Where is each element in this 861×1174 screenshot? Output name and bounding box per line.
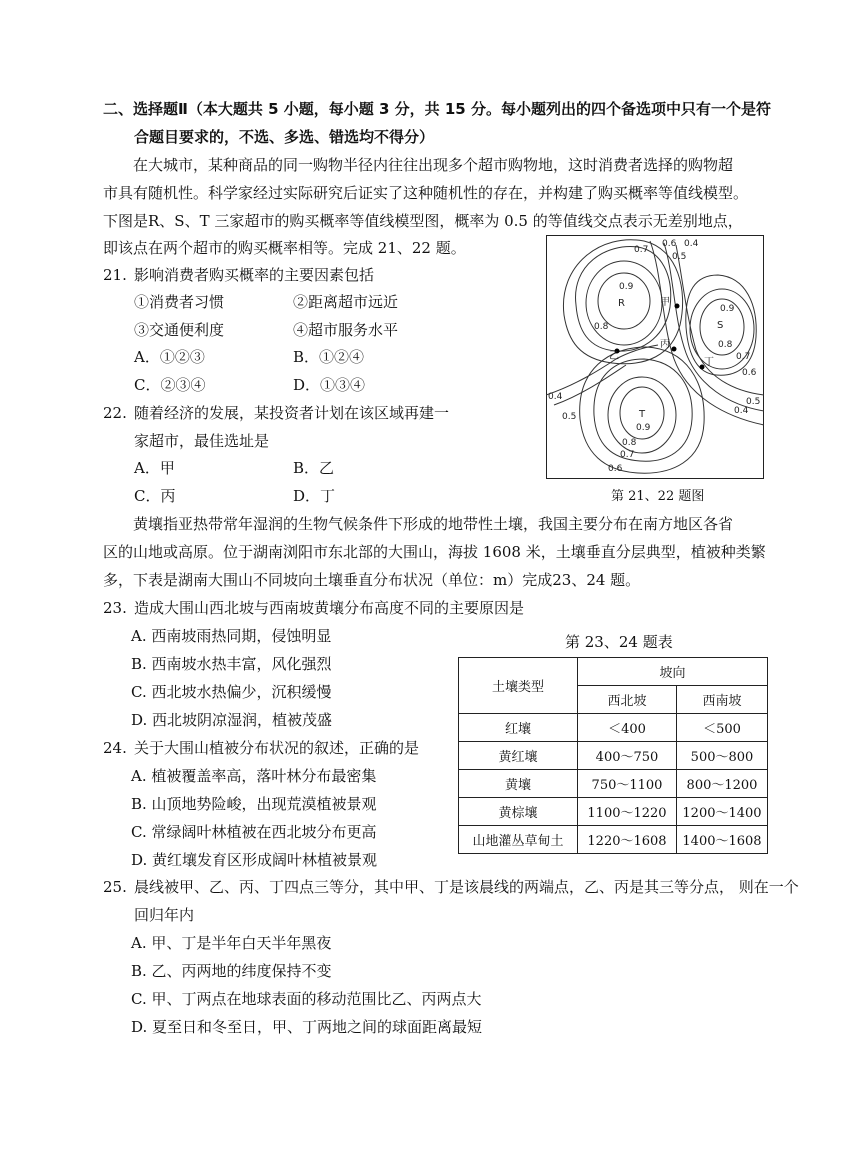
table-cell-type: 黄红壤 [459, 742, 578, 770]
table-cell-type: 红壤 [459, 714, 578, 742]
q22-option-d: D．丁 [293, 487, 336, 505]
probability-contour-map [546, 235, 764, 479]
table-header-northwest: 西北坡 [578, 686, 677, 714]
section-header-line2: 合题目要求的，不选、多选、错选均不得分） [134, 128, 435, 146]
q25-option-a: A. 甲、丁是半年白天半年黑夜 [131, 934, 332, 952]
contour-label-04: 0.4 [684, 239, 699, 249]
q24-option-a: A. 植被覆盖率高，落叶林分布最密集 [131, 767, 377, 785]
contour-label-s-09: 0.9 [720, 304, 735, 314]
q22-option-c: C．丙 [134, 487, 176, 505]
q25-option-d: D. 夏至日和冬至日，甲、丁两地之间的球面距离最短 [131, 1018, 483, 1036]
intro1-line4: 即该点在两个超市的购买概率相等。完成 21、22 题。 [103, 239, 466, 257]
contour-label-s-08: 0.8 [718, 340, 733, 350]
q21-item-4: ④超市服务水平 [293, 321, 399, 339]
table-row [459, 742, 768, 770]
intro2-line2: 区的山地或高原。位于湖南浏阳市东北部的大围山，海拔 1608 米，土壤垂直分层典型，植被种类繁 [103, 543, 766, 561]
figure-caption: 第 21、22 题图 [611, 489, 705, 504]
contour-label-s-07: 0.7 [736, 352, 751, 362]
table-header-soil-type: 土壤类型 [459, 658, 578, 714]
contour-label-t-06: 0.6 [608, 464, 623, 474]
contour-label-t-07: 0.7 [620, 450, 635, 460]
intro1-line1: 在大城市，某种商品的同一购物半径内往往出现多个超市购物地，这时消费者选择的购物超 [133, 156, 734, 174]
q23-option-d: D. 西北坡阴凉湿润，植被茂盛 [131, 711, 333, 729]
store-r-label: R [618, 298, 625, 309]
table-row [459, 798, 768, 826]
table-cell-sw: 1200～1400 [677, 798, 768, 826]
q25-number: 25. [103, 878, 127, 896]
table-cell-nw: 1100～1220 [578, 798, 677, 826]
contour-label-07: 0.7 [634, 245, 649, 255]
point-bing-label: 丙 [660, 339, 670, 350]
contour-label-s-05: 0.5 [746, 397, 761, 407]
contour-label-s-04: 0.4 [734, 406, 749, 416]
q21-item-1: ①消费者习惯 [134, 293, 225, 311]
q22-number: 22. [103, 404, 127, 422]
store-s-label: S [717, 320, 724, 331]
intro2-line1: 黄壤指亚热带常年湿润的生物气候条件下形成的地带性土壤，我国主要分布在南方地区各省 [133, 515, 734, 533]
table-header-aspect: 坡向 [578, 658, 768, 686]
q25-option-b: B. 乙、丙两地的纬度保持不变 [131, 962, 332, 980]
q22-option-a: A．甲 [134, 459, 175, 477]
table-cell-nw: ＜400 [578, 714, 677, 742]
q21-stem: 影响消费者购买概率的主要因素包括 [134, 266, 375, 284]
q21-item-2: ②距离超市远近 [293, 293, 399, 311]
q21-option-c: C．②③④ [134, 376, 206, 394]
contour-label-06: 0.6 [662, 239, 677, 249]
table-cell-nw: 750～1100 [578, 770, 677, 798]
contour-label-left-04: 0.4 [548, 392, 563, 402]
table-header-southwest: 西南坡 [677, 686, 768, 714]
table-cell-type: 黄棕壤 [459, 798, 578, 826]
q24-option-b: B. 山顶地势险峻，出现荒漠植被景观 [131, 795, 377, 813]
table-cell-nw: 1220～1608 [578, 826, 677, 854]
contour-label-r-08: 0.8 [594, 322, 609, 332]
q23-option-a: A. 西南坡雨热同期，侵蚀明显 [131, 627, 332, 645]
intro1-line2: 市具有随机性。科学家经过实际研究后证实了这种随机性的存在，并构建了购买概率等值线模型。 [103, 184, 749, 202]
q22-stem-line2: 家超市，最佳选址是 [134, 432, 270, 450]
q22-option-b: B．乙 [293, 459, 335, 477]
q22-stem-line1: 随着经济的发展，某投资者计划在该区域再建一 [134, 404, 450, 422]
q24-number: 24. [103, 739, 127, 757]
soil-distribution-table [458, 657, 768, 854]
point-yi-label: 乙 [609, 351, 619, 362]
point-jia-marker [675, 304, 680, 309]
table-cell-sw: ＜500 [677, 714, 768, 742]
contour-label-05: 0.5 [672, 252, 687, 262]
table-cell-sw: 800～1200 [677, 770, 768, 798]
contour-label-t-09: 0.9 [636, 423, 651, 433]
q24-option-d: D. 黄红壤发育区形成阔叶林植被景观 [131, 851, 378, 869]
point-bing-marker [672, 347, 677, 352]
q21-number: 21. [103, 266, 127, 284]
q23-stem: 造成大围山西北坡与西南坡黄壤分布高度不同的主要原因是 [134, 599, 525, 617]
q23-option-b: B. 西南坡水热丰富，风化强烈 [131, 655, 332, 673]
point-jia-label: 甲 [660, 297, 670, 308]
table-row [459, 770, 768, 798]
q21-option-d: D．①③④ [293, 376, 366, 394]
q23-number: 23. [103, 599, 127, 617]
q25-stem-line1: 晨线被甲、乙、丙、丁四点三等分，其中甲、丁是该晨线的两端点，乙、丙是其三等分点， 则在一个 [134, 878, 799, 896]
intro2-line3: 多，下表是湖南大围山不同坡向土壤垂直分布状况（单位：m）完成23、24 题。 [103, 571, 641, 589]
table-cell-type: 黄壤 [459, 770, 578, 798]
section-header-line1: 二、选择题Ⅱ（本大题共 5 小题，每小题 3 分，共 15 分。每小题列出的四个备选项中只有一个是符 [103, 100, 771, 118]
table-cell-nw: 400～750 [578, 742, 677, 770]
table-row [459, 714, 768, 742]
table-cell-sw: 500～800 [677, 742, 768, 770]
point-ding-label: 丁 [704, 357, 714, 368]
table-row [459, 826, 768, 854]
contour-label-t-08: 0.8 [622, 438, 637, 448]
q21-option-b: B．①②④ [293, 348, 365, 366]
contour-label-left-05: 0.5 [562, 412, 577, 422]
q21-option-a: A．①②③ [134, 348, 205, 366]
store-t-label: T [639, 409, 646, 420]
intro1-line3: 下图是R、S、T 三家超市的购买概率等值线模型图，概率为 0.5 的等值线交点表示无差别地点， [103, 212, 743, 230]
contour-label-s-06: 0.6 [742, 368, 757, 378]
table-caption: 第 23、24 题表 [565, 633, 673, 651]
table-cell-sw: 1400～1608 [677, 826, 768, 854]
q24-option-c: C. 常绿阔叶林植被在西北坡分布更高 [131, 823, 377, 841]
contour-label-r-09: 0.9 [619, 282, 634, 292]
q25-stem-line2: 回归年内 [134, 906, 195, 924]
q23-option-c: C. 西北坡水热偏少，沉积缓慢 [131, 683, 332, 701]
q24-stem: 关于大围山植被分布状况的叙述，正确的是 [134, 739, 420, 757]
q25-option-c: C. 甲、丁两点在地球表面的移动范围比乙、丙两点大 [131, 990, 482, 1008]
q21-item-3: ③交通便利度 [134, 321, 225, 339]
table-cell-type: 山地灌丛草甸土 [459, 826, 578, 854]
